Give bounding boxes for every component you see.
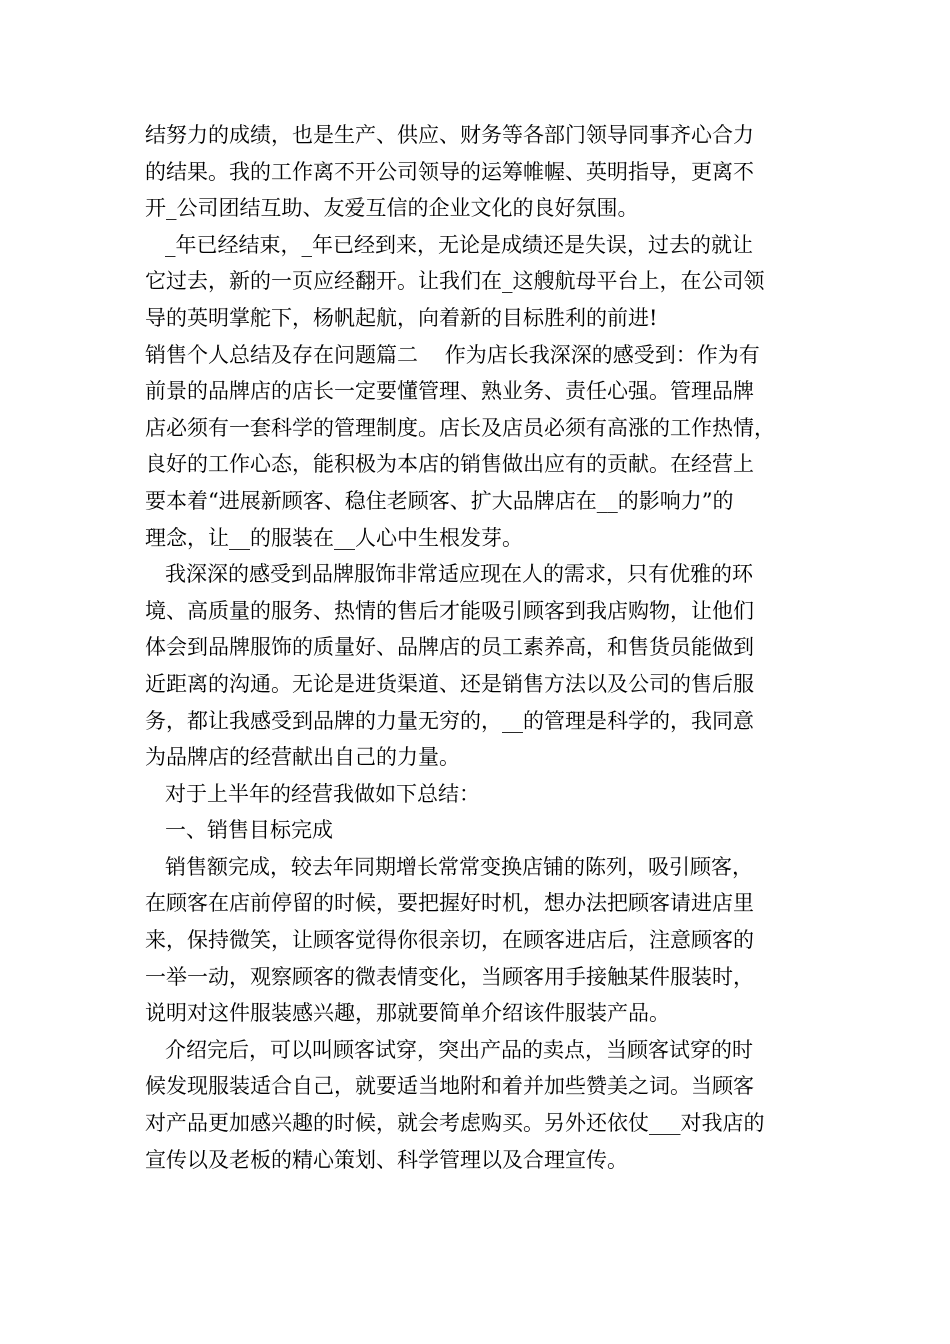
document-body: [145, 117, 810, 1178]
text-line: 境、高质量的服务、热情的售后才能吸引顾客到我店购物，让他们: [145, 598, 754, 623]
text-line: 一、销售目标完成: [145, 818, 334, 843]
text-line: 它过去，新的一页应经翻开。让我们在_这艘航母平台上，在公司领: [145, 269, 765, 294]
text-line: _年已经结束，_年已经到来，无论是成绩还是失误，过去的就让: [145, 232, 754, 257]
text-line: 对产品更加感兴趣的时候，就会考虑购买。另外还依仗___对我店的: [145, 1111, 765, 1136]
text-line: 导的英明掌舵下，杨帆起航，向着新的目标胜利的前进!: [145, 305, 658, 330]
text-line: 销售个人总结及存在问题篇二 作为店长我深深的感受到：作为有: [145, 342, 760, 367]
text-line: 来，保持微笑，让顾客觉得你很亲切，在顾客进店后，注意顾客的: [145, 928, 754, 953]
text-line: 对于上半年的经营我做如下总结：: [145, 781, 481, 806]
text-line: 结努力的成绩，也是生产、供应、财务等各部门领导同事齐心合力: [145, 123, 754, 147]
text-line: 良好的工作心态，能积极为本店的销售做出应有的贡献。在经营上: [145, 452, 754, 477]
text-line: 店必须有一套科学的管理制度。店长及店员必须有高涨的工作热情，: [145, 415, 775, 440]
text-line: 我深深的感受到品牌服饰非常适应现在人的需求，只有优雅的环: [145, 562, 754, 587]
text-line: 理念，让__的服装在__人心中生根发芽。: [145, 525, 523, 550]
text-line: 宣传以及老板的精心策划、科学管理以及合理宣传。: [145, 1147, 628, 1172]
text-line: 前景的品牌店的店长一定要懂管理、熟业务、责任心强。管理品牌: [145, 379, 754, 404]
text-line: 在顾客在店前停留的时候，要把握好时机，想办法把顾客请进店里: [145, 891, 754, 916]
text-line: 说明对这件服装感兴趣，那就要简单介绍该件服装产品。: [145, 1001, 670, 1026]
text-line: 一举一动，观察顾客的微表情变化，当顾客用手接触某件服装时，: [145, 964, 754, 989]
text-line: 为品牌店的经营献出自己的力量。: [145, 745, 460, 770]
text-line: 近距离的沟通。无论是进货渠道、还是销售方法以及公司的售后服: [145, 671, 754, 696]
text-line: 开_公司团结互助、友爱互信的企业文化的良好氛围。: [145, 196, 639, 221]
text-line: 介绍完后，可以叫顾客试穿，突出产品的卖点，当顾客试穿的时: [145, 1037, 754, 1062]
text-line: 务，都让我感受到品牌的力量无穷的，__的管理是科学的，我同意: [145, 708, 754, 733]
text-line: 要本着“进展新顾客、稳住老顾客、扩大品牌店在__的影响力”的: [145, 488, 734, 513]
text-line: 体会到品牌服饰的质量好、品牌店的员工素养高，和售货员能做到: [145, 635, 754, 660]
text-line: 的结果。我的工作离不开公司领导的运筹帷幄、英明指导，更离不: [145, 159, 754, 184]
text-line: 候发现服装适合自己，就要适当地附和着并加些赞美之词。当顾客: [145, 1074, 754, 1099]
text-line: 销售额完成，较去年同期增长常常变换店铺的陈列，吸引顾客，: [145, 854, 754, 879]
